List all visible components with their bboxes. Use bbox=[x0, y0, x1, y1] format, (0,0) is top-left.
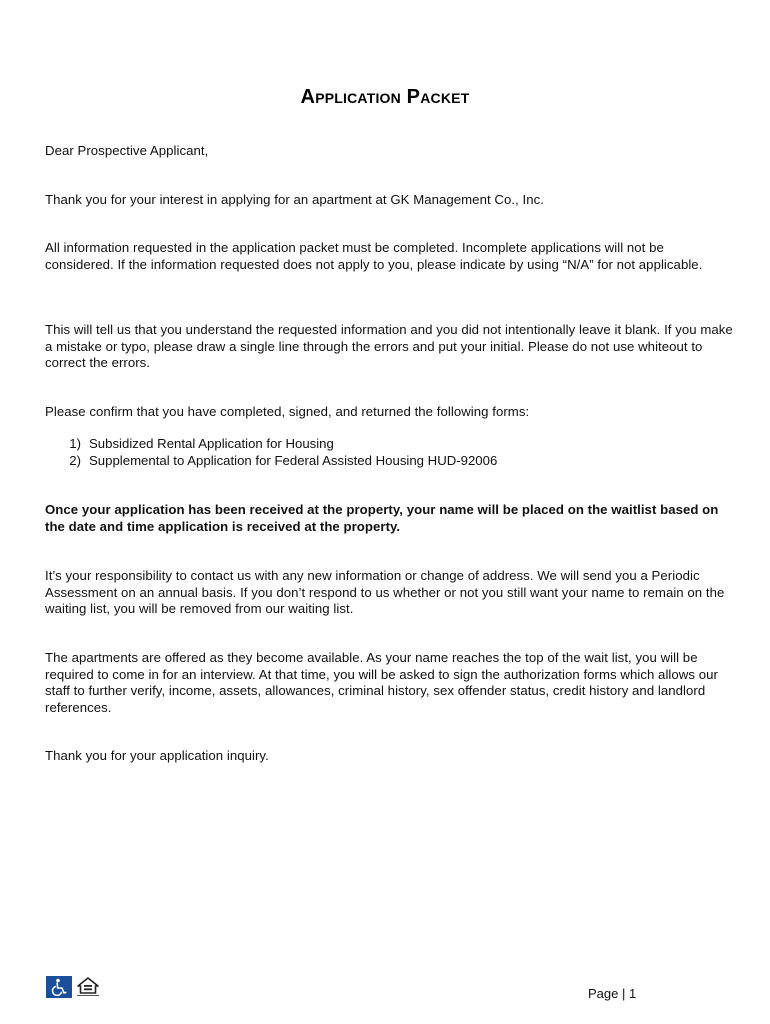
list-item bbox=[45, 453, 497, 470]
forms-list bbox=[45, 436, 497, 469]
responsibility-paragraph: It’s your responsibility to contact us with any new information or change of address. We will send you a Periodic Assessment on an annual basis. If you don’t respond to us whether or not you still want your name to remain on the waiting list, you will be removed from our waiting list. bbox=[45, 568, 725, 617]
list-item bbox=[45, 436, 497, 453]
page-number: Page | 1 bbox=[588, 986, 637, 1001]
closing-line: Thank you for your application inquiry. bbox=[45, 748, 269, 763]
forms-intro-paragraph: Please confirm that you have completed, signed, and returned the following forms: bbox=[45, 404, 530, 419]
footer-logos bbox=[46, 976, 102, 998]
apartments-paragraph: The apartments are offered as they become available. As your name reaches the top of the wait list, you will be required to come in for an interview. At that time, you will be asked to sign the authorization forms which allows our staff to further verify, income, assets, allowances, criminal history, sex offender status, credit history and landlord references. bbox=[45, 650, 718, 715]
greeting: Dear Prospective Applicant, bbox=[45, 143, 209, 158]
waitlist-notice: Once your application has been received at the property, your name will be placed on the waitlist based on the date and time application is received at the property. bbox=[45, 502, 719, 534]
list-item-number: 2) bbox=[69, 452, 81, 468]
list-item-label: Supplemental to Application for Federal Assisted Housing HUD-92006 bbox=[89, 452, 498, 468]
intro-paragraph: Thank you for your interest in applying for an apartment at GK Management Co., Inc. bbox=[45, 192, 544, 207]
equal-housing-opportunity-icon bbox=[74, 976, 102, 998]
completion-paragraph: All information requested in the application packet must be completed. Incomplete applications will not be considered. If the information requested does not apply to you, please indicate by using “N/A” for not applicable. bbox=[45, 240, 703, 272]
page-title: Application Packet bbox=[300, 86, 470, 108]
list-item-number: 1) bbox=[69, 436, 81, 451]
list-item-label: Subsidized Rental Application for Housing bbox=[89, 436, 334, 451]
corrections-paragraph: This will tell us that you understand the requested information and you did not intentionally leave it blank. If you make a mistake or typo, please draw a single line through the errors and put your initial. Please do not use whiteout to correct the errors. bbox=[45, 322, 733, 371]
wheelchair-accessible-icon bbox=[46, 976, 72, 998]
